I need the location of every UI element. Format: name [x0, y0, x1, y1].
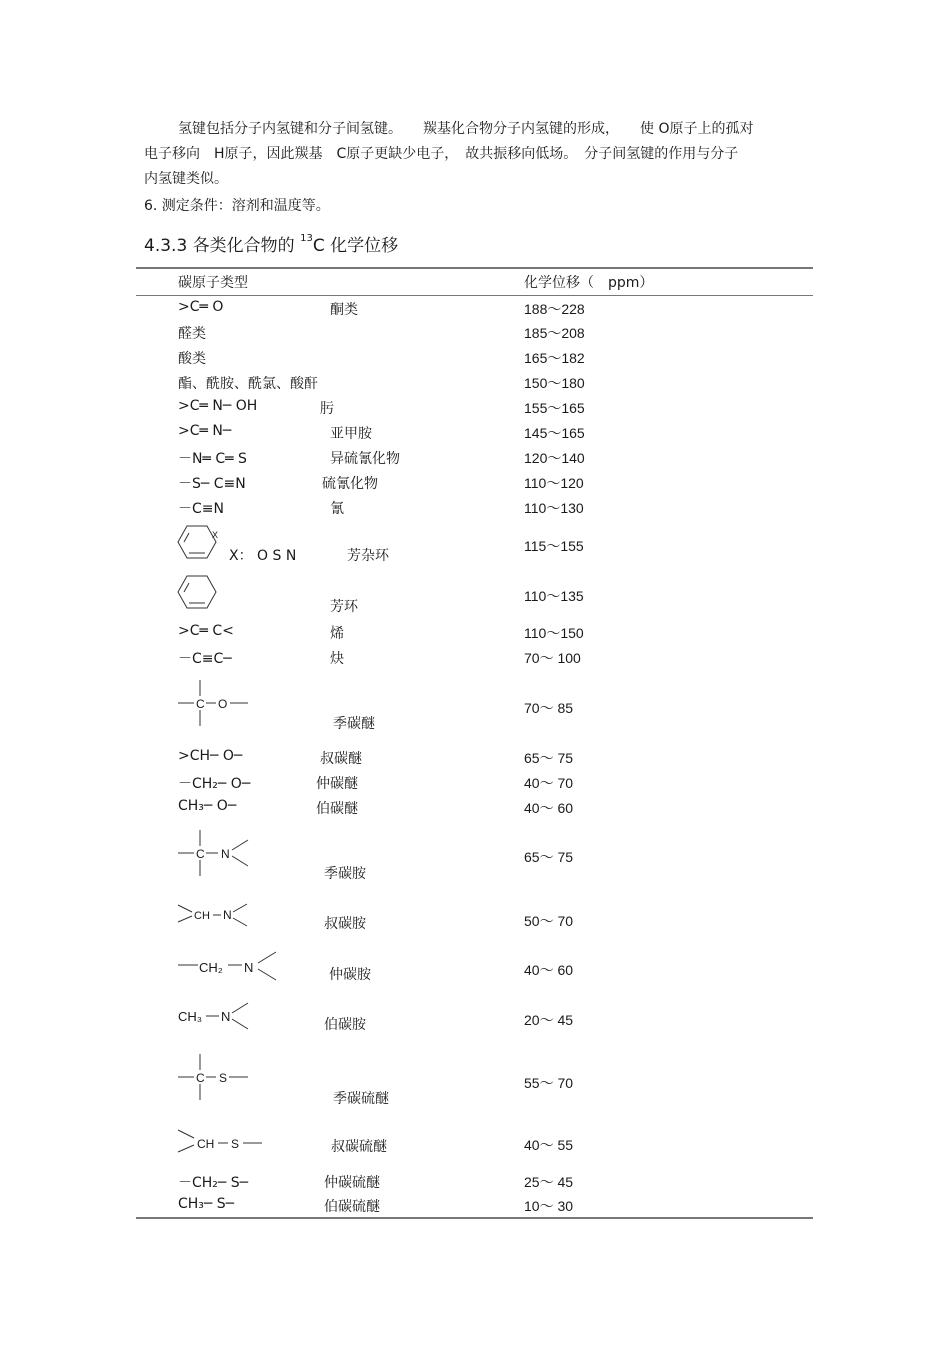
row-range: 55～ 70 [524, 1075, 574, 1091]
row-type: 亚甲胺 [330, 426, 372, 442]
row-range: 20～ 45 [524, 1012, 574, 1028]
heteroaromatic-ring-structure [176, 524, 224, 564]
row-range: 120～140 [524, 450, 585, 466]
intro-line-3: 内氢键类似。 [144, 171, 228, 187]
row-range: 40～ 60 [524, 962, 574, 978]
quaternary-ether-structure [176, 678, 256, 728]
intro-line-1: 氢键包括分子内氢键和分子间氢键。 羰基化合物分子内氢键的形成， 使 O原子上的孤对 [178, 121, 754, 137]
struct-carbon-label: CH₂ [199, 960, 223, 975]
row-range: 70～ 85 [524, 700, 574, 716]
row-formula: 酯、酰胺、酰氯、酸酐 [178, 376, 318, 392]
row-type: 肟 [320, 401, 334, 417]
row-range: 50～ 70 [524, 913, 574, 929]
row-range: 40～ 60 [524, 800, 574, 816]
row-range: 145～165 [524, 425, 585, 441]
row-formula: >C═ N─ OH [178, 398, 258, 414]
table-bottom-rule [136, 1217, 813, 1219]
row-formula: －C≡N [178, 501, 224, 517]
row-type: 硫氰化物 [322, 476, 378, 492]
row-type: 芳环 [330, 599, 358, 615]
table-header-rule [136, 295, 813, 296]
struct-carbon-label: C [196, 1071, 205, 1085]
row-type: 酮类 [330, 302, 358, 318]
section-title-sup: 13 [300, 233, 313, 245]
row-range: 10～ 30 [524, 1198, 574, 1214]
row-type: 伯碳胺 [324, 1017, 366, 1033]
tertiary-amine-structure [176, 900, 256, 930]
struct-carbon-label: C [196, 697, 205, 711]
row-range: 115～155 [524, 538, 584, 554]
col-header-carbon-type: 碳原子类型 [178, 275, 248, 291]
ring-heteroatom-label: X [212, 530, 219, 540]
row-formula: X： O S N [229, 548, 297, 564]
intro-line-2: 电子移向 H原子，因此羰基 C原子更缺少电子， 故共振移向低场。 分子间氢键的作用与分子 [144, 146, 739, 162]
row-type: 叔碳胺 [324, 916, 366, 932]
struct-carbon-label: CH₃ [178, 1009, 203, 1024]
row-type: 氰 [330, 501, 344, 517]
struct-carbon-label: CH [197, 1137, 215, 1151]
struct-hetero-label: S [219, 1071, 228, 1085]
struct-hetero-label: N [221, 1009, 231, 1024]
row-formula: >C═ N─ [178, 423, 232, 439]
row-type: 仲碳醚 [316, 776, 358, 792]
row-range: 25～ 45 [524, 1174, 574, 1190]
struct-hetero-label: O [218, 697, 228, 711]
row-formula: －CH₂─ S─ [178, 1175, 249, 1191]
secondary-amine-structure [176, 950, 286, 982]
row-type: 炔 [330, 651, 344, 667]
section-title-pre: 各类化合物的 [192, 236, 295, 256]
struct-hetero-label: N [244, 960, 254, 975]
struct-carbon-label: C [196, 847, 205, 861]
row-type: 芳杂环 [347, 548, 389, 564]
row-range: 150～180 [524, 375, 585, 391]
row-formula: －CH₂─ O─ [178, 776, 251, 792]
section-title-post: C 化学位移 [312, 236, 399, 256]
struct-hetero-label: S [231, 1137, 240, 1151]
tertiary-thioether-structure [176, 1128, 266, 1158]
row-formula: CH₃─ S─ [178, 1196, 235, 1212]
row-formula: >C═ C< [178, 623, 234, 639]
row-formula: >C═ O [178, 299, 224, 315]
row-formula: －N═ C═ S [178, 451, 247, 467]
row-range: 155～165 [524, 400, 585, 416]
row-formula: －S─ C≡N [178, 476, 246, 492]
primary-amine-structure [176, 1000, 256, 1032]
row-formula: 醛类 [178, 326, 206, 342]
struct-carbon-label: CH [194, 910, 210, 922]
section-number: 4.3.3 [144, 236, 188, 256]
row-type: 伯碳硫醚 [324, 1199, 380, 1215]
row-range: 110～135 [524, 588, 584, 604]
row-type: 仲碳硫醚 [324, 1175, 380, 1191]
row-range: 165～182 [524, 350, 585, 366]
row-range: 40～ 55 [524, 1137, 574, 1153]
row-type: 季碳胺 [324, 866, 366, 882]
quaternary-amine-structure [176, 828, 256, 878]
list-item-6: 6. 测定条件：溶剂和温度等。 [144, 198, 330, 214]
row-formula: －C≡C─ [178, 651, 232, 667]
row-type: 烯 [330, 626, 344, 642]
row-formula: CH₃─ O─ [178, 798, 237, 814]
row-formula: >CH─ O─ [178, 748, 243, 764]
row-type: 叔碳硫醚 [331, 1139, 387, 1155]
row-type: 叔碳醚 [320, 751, 362, 767]
row-type: 季碳醚 [333, 716, 375, 732]
row-range: 185～208 [524, 325, 585, 341]
col-header-chemical-shift: 化学位移（ ppm） [524, 275, 654, 291]
row-type: 季碳硫醚 [333, 1091, 389, 1107]
struct-hetero-label: N [223, 908, 232, 922]
row-formula: 酸类 [178, 351, 206, 367]
table-top-rule [136, 267, 813, 269]
benzene-ring-structure [176, 574, 224, 614]
quaternary-thioether-structure [176, 1052, 256, 1102]
row-range: 65～ 75 [524, 750, 574, 766]
row-type: 仲碳胺 [329, 967, 371, 983]
row-range: 110～120 [524, 475, 584, 491]
row-range: 40～ 70 [524, 775, 574, 791]
row-range: 70～ 100 [524, 650, 581, 666]
row-range: 188～228 [524, 301, 585, 317]
row-range: 65～ 75 [524, 849, 574, 865]
row-range: 110～150 [524, 625, 584, 641]
struct-hetero-label: N [221, 847, 230, 861]
row-type: 异硫氰化物 [330, 451, 400, 467]
section-heading [144, 231, 398, 256]
row-range: 110～130 [524, 500, 584, 516]
row-type: 伯碳醚 [316, 801, 358, 817]
